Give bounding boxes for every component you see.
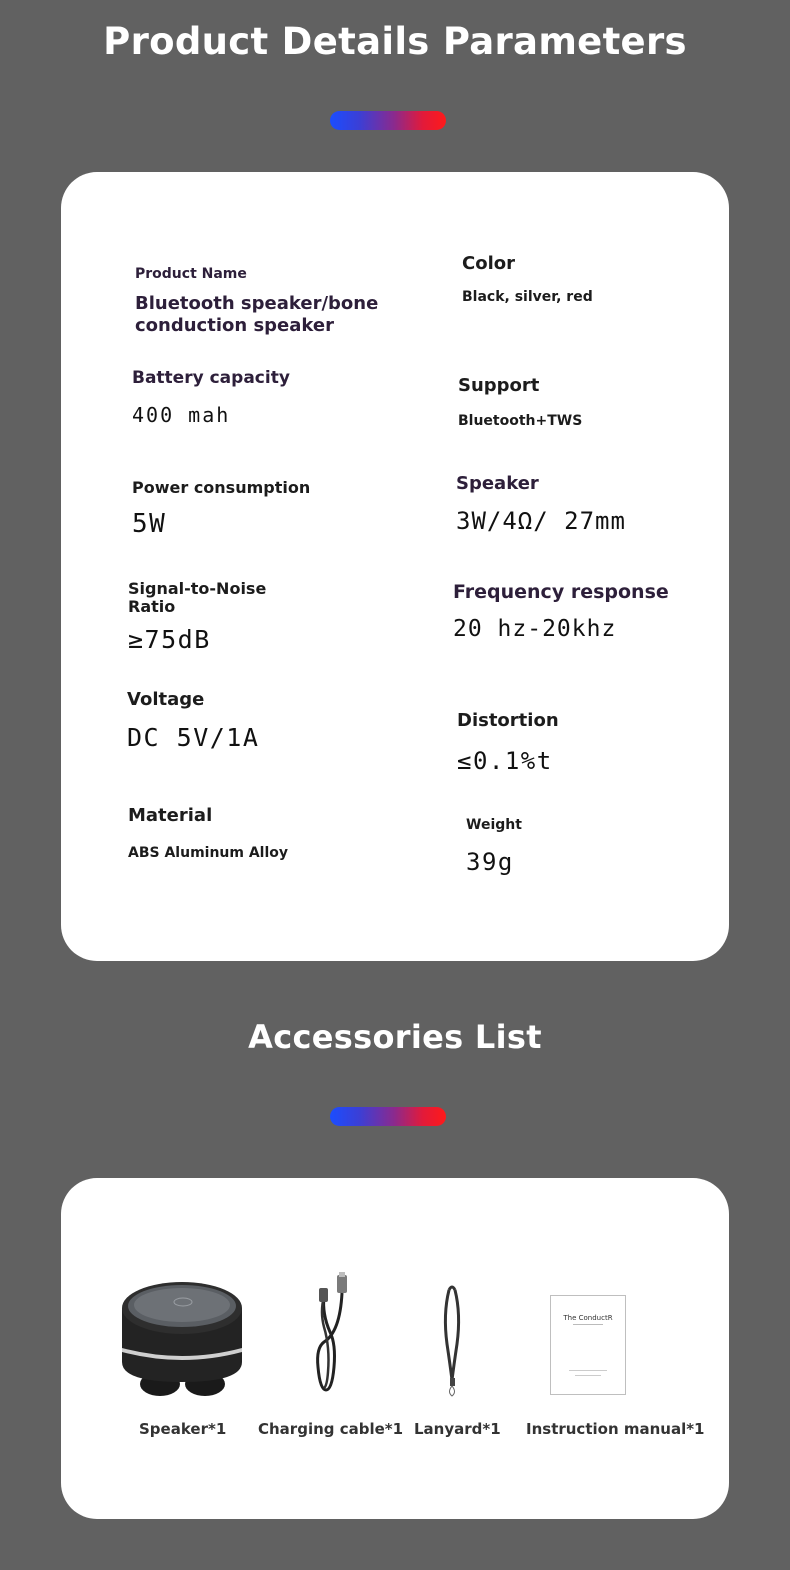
param-value: Black, silver, red <box>462 288 593 305</box>
param-color <box>462 253 702 305</box>
param-label: Product Name <box>135 266 247 282</box>
accessory-caption-speaker: Speaker*1 <box>139 1420 227 1438</box>
param-support <box>458 375 698 429</box>
param-value: Bluetooth speaker/bone conduction speaker <box>135 292 379 337</box>
param-value: 5W <box>132 509 167 540</box>
param-value: 400 mah <box>132 403 231 428</box>
param-label: Material <box>128 805 213 826</box>
param-battery <box>132 368 392 427</box>
param-value: ≤0.1%t <box>457 746 553 775</box>
param-value: ≥75dB <box>128 624 211 654</box>
param-product-name <box>135 266 395 338</box>
param-label: Support <box>458 375 540 396</box>
lanyard-image <box>435 1284 469 1400</box>
param-power <box>132 478 392 540</box>
accessories-divider <box>330 1107 446 1126</box>
param-value: ABS Aluminum Alloy <box>128 844 289 861</box>
params-section-title: Product Details Parameters <box>103 20 687 63</box>
accessory-caption-manual: Instruction manual*1 <box>526 1420 705 1438</box>
manual-line <box>575 1375 601 1376</box>
param-label: Weight <box>466 817 522 833</box>
param-distortion <box>457 710 697 775</box>
params-divider <box>330 111 446 130</box>
param-voltage <box>127 689 387 753</box>
param-value: 39g <box>466 847 514 876</box>
param-label: Battery capacity <box>132 368 290 388</box>
param-value: DC 5V/1A <box>127 722 260 752</box>
speaker-image <box>113 1270 255 1404</box>
param-label: Distortion <box>457 710 559 731</box>
param-material <box>128 805 388 861</box>
manual-image <box>550 1295 626 1395</box>
manual-cover-text: The ConductR <box>563 1314 613 1322</box>
param-value: 3W/4Ω/ 27mm <box>456 506 626 535</box>
accessory-caption-lanyard: Lanyard*1 <box>414 1420 501 1438</box>
param-weight <box>466 817 666 877</box>
accessories-section-title: Accessories List <box>248 1018 542 1056</box>
param-value: 20 hz-20khz <box>453 615 617 642</box>
param-label: Color <box>462 253 515 274</box>
param-snr <box>128 580 288 655</box>
param-label: Power consumption <box>132 478 311 497</box>
accessory-caption-cable: Charging cable*1 <box>258 1420 404 1438</box>
param-frequency <box>453 581 713 643</box>
param-speaker <box>456 473 716 535</box>
param-label: Voltage <box>127 689 205 710</box>
param-label: Frequency response <box>453 581 669 603</box>
param-label: Signal-to-Noise Ratio <box>128 579 267 617</box>
cable-image <box>300 1272 360 1396</box>
param-value: Bluetooth+TWS <box>458 412 583 429</box>
manual-line <box>569 1370 607 1371</box>
manual-line <box>573 1324 603 1325</box>
param-label: Speaker <box>456 473 539 494</box>
